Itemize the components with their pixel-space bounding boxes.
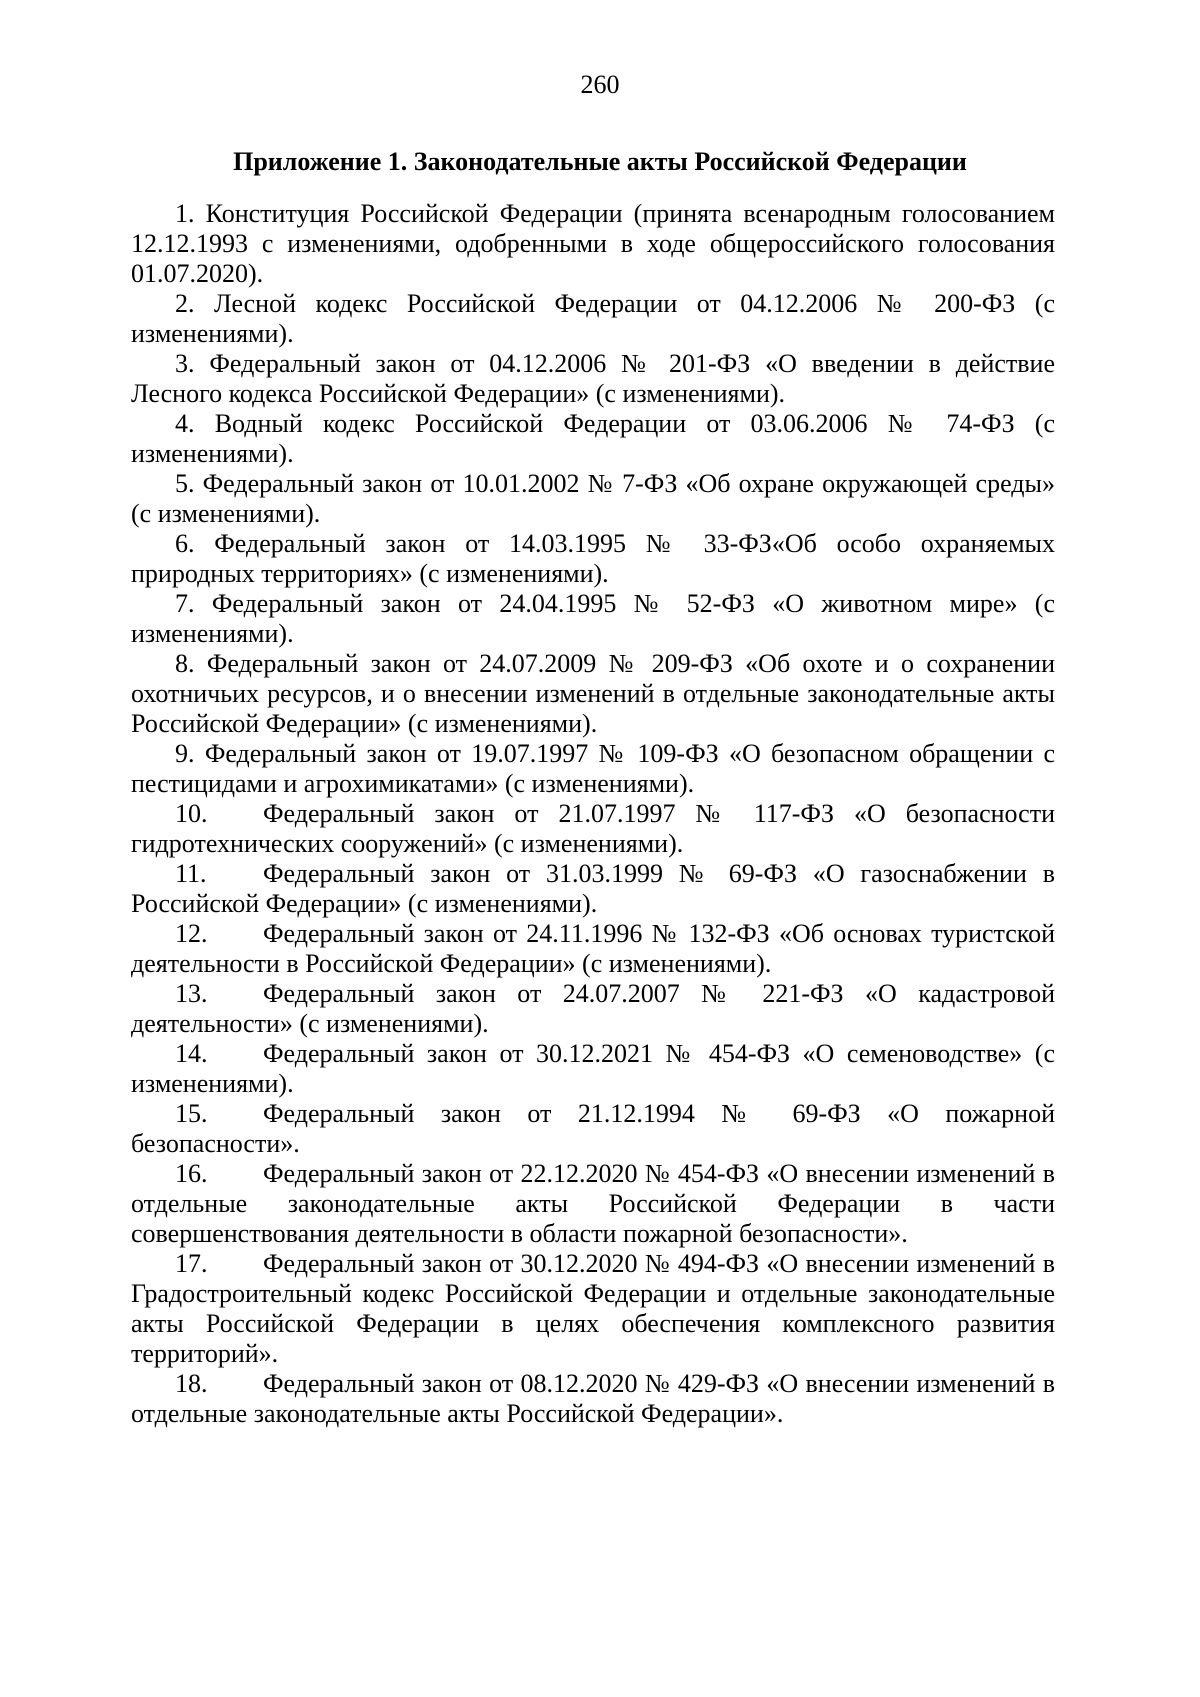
list-item	[131, 1249, 1055, 1369]
list-item	[131, 349, 1055, 409]
item-text: Федеральный закон от 24.07.2009 № 209-ФЗ «Об охоте и о сохранении охотничьих ресурсов, и о внесении изменений в отдельные законодательные акты Российской Федерации» (с изменениями).	[131, 649, 1055, 738]
item-text: Федеральный закон от 10.01.2002 № 7-ФЗ «Об охране окружающей среды» (с изменениями).	[131, 469, 1055, 528]
list-item	[131, 919, 1055, 979]
list-item	[131, 859, 1055, 919]
item-text: Федеральный закон от 24.11.1996 № 132-ФЗ «Об основах туристской деятельности в Российской Федерации» (с изменениями).	[131, 919, 1055, 978]
item-number: 12.	[175, 919, 208, 948]
item-text: Конституция Российской Федерации (принята всенародным голосованием 12.12.1993 с изменениями, одобренными в ходе общероссийского голосования 01.07.2020).	[131, 199, 1055, 288]
item-number: 15.	[175, 1099, 208, 1128]
item-text: Федеральный закон от 08.12.2020 № 429-ФЗ «О внесении изменений в отдельные законодательные акты Российской Федерации».	[131, 1369, 1055, 1428]
item-number: 9.	[175, 739, 195, 768]
list-item	[131, 199, 1055, 289]
item-number: 18.	[175, 1369, 208, 1398]
list-item	[131, 469, 1055, 529]
item-number: 11.	[175, 859, 207, 888]
item-number: 16.	[175, 1159, 208, 1188]
list-item	[131, 979, 1055, 1039]
item-number: 13.	[175, 979, 208, 1008]
item-text: Федеральный закон от 24.07.2007 № 221-ФЗ «О кадастровой деятельности» (с изменениями).	[131, 979, 1055, 1038]
list-item	[131, 529, 1055, 589]
item-number: 4.	[175, 409, 195, 438]
item-number: 6.	[175, 529, 195, 558]
list-item	[131, 289, 1055, 349]
item-text: Федеральный закон от 04.12.2006 № 201-ФЗ «О введении в действие Лесного кодекса Российской Федерации» (с изменениями).	[131, 349, 1056, 408]
list-item	[131, 649, 1055, 739]
item-text: Федеральный закон от 24.04.1995 № 52-ФЗ «О животном мире» (с изменениями).	[131, 589, 1055, 648]
item-number: 8.	[175, 649, 195, 678]
item-text: Федеральный закон от 31.03.1999 № 69-ФЗ «О газоснабжении в Российской Федерации» (с изменениями).	[131, 859, 1055, 918]
item-text: Федеральный закон от 30.12.2020 № 494-ФЗ «О внесении изменений в Градостроительный кодекс Российской Федерации и отдельные законодательные акты Российской Федерации в целях обеспечения комплексного развития территорий».	[131, 1249, 1055, 1368]
item-text: Федеральный закон от 22.12.2020 № 454-ФЗ «О внесении изменений в отдельные законодательные акты Российской Федерации в части совершенствования деятельности в области пожарной безопасности».	[131, 1159, 1055, 1248]
page-title: Приложение 1. Законодательные акты Российской Федерации	[233, 147, 967, 176]
legislation-list	[131, 199, 1055, 1429]
item-number: 7.	[175, 589, 195, 618]
item-text: Федеральный закон от 21.12.1994 № 69-ФЗ «О пожарной безопасности».	[131, 1099, 1055, 1158]
list-item	[131, 799, 1055, 859]
list-item	[131, 1099, 1055, 1159]
item-number: 14.	[175, 1039, 208, 1068]
item-number: 5.	[175, 469, 195, 498]
item-text: Федеральный закон от 30.12.2021 № 454-ФЗ «О семеноводстве» (с изменениями).	[131, 1039, 1055, 1098]
item-text: Федеральный закон от 14.03.1995 № 33-ФЗ«Об особо охраняемых природных территориях» (с изменениями).	[131, 529, 1056, 588]
item-text: Водный кодекс Российской Федерации от 03.06.2006 № 74-ФЗ (с изменениями).	[131, 409, 1055, 468]
list-item	[131, 1159, 1055, 1249]
page-number: 260	[580, 70, 620, 99]
list-item	[131, 589, 1055, 649]
item-text: Федеральный закон от 19.07.1997 № 109-ФЗ «О безопасном обращении с пестицидами и агрохимикатами» (с изменениями).	[131, 739, 1056, 798]
item-number: 3.	[175, 349, 195, 378]
list-item	[131, 1039, 1055, 1099]
item-number: 2.	[175, 289, 195, 318]
item-number: 1.	[175, 199, 195, 228]
item-text: Лесной кодекс Российской Федерации от 04.12.2006 № 200-ФЗ (с изменениями).	[131, 289, 1055, 348]
list-item	[131, 409, 1055, 469]
list-item	[131, 1369, 1055, 1429]
item-text: Федеральный закон от 21.07.1997 № 117-ФЗ «О безопасности гидротехнических сооружений» (с изменениями).	[131, 799, 1055, 858]
item-number: 17.	[175, 1249, 208, 1278]
item-number: 10.	[175, 799, 208, 828]
list-item	[131, 739, 1055, 799]
